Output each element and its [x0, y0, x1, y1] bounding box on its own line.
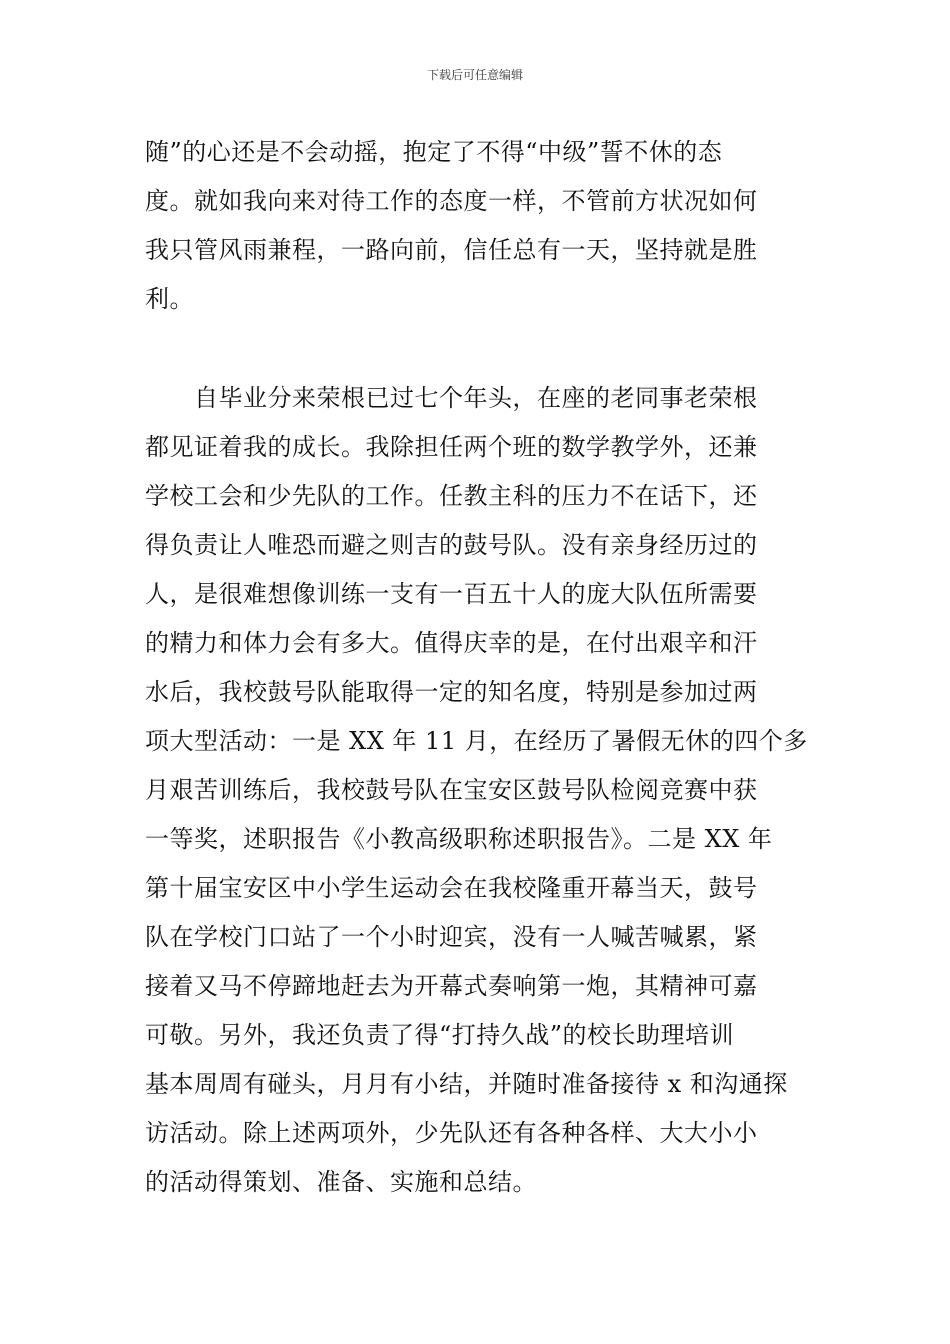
text-line: 项大型活动：一是 XX 年 11 月，在经历了暑假无休的四个多 [145, 727, 808, 755]
text-line: 人，是很难想像训练一支有一百五十人的庞大队伍所需要 [145, 580, 758, 608]
text-line: 访活动。除上述两项外，少先队还有各种各样、大大小小 [145, 1119, 758, 1147]
text-line: 可敬。另外，我还负责了得“打持久战”的校长助理培训 [145, 1021, 735, 1049]
page-header: 下载后可任意编辑 [426, 68, 523, 82]
paragraph-2 [145, 374, 809, 1207]
text-line: 月艰苦训练后，我校鼓号队在宝安区鼓号队检阅竞赛中获 [145, 776, 758, 804]
text-line: 基本周周有碰头，月月有小结，并随时准备接待 x 和沟通探 [145, 1070, 788, 1098]
text-line: 都见证着我的成长。我除担任两个班的数学教学外，还兼 [145, 433, 758, 461]
text-line: 的活动得策划、准备、实施和总结。 [145, 1168, 537, 1196]
text-line: 学校工会和少先队的工作。任教主科的压力不在话下，还 [145, 482, 758, 510]
text-line: 利。 [145, 285, 194, 313]
text-line: 度。就如我向来对待工作的态度一样，不管前方状况如何 [145, 187, 758, 215]
text-line: 水后，我校鼓号队能取得一定的知名度，特别是参加过两 [145, 678, 758, 706]
text-line: 第十届宝安区中小学生运动会在我校隆重开幕当天，鼓号 [145, 874, 758, 902]
text-line: 队在学校门口站了一个小时迎宾，没有一人喊苦喊累，紧 [145, 923, 758, 951]
text-line: 接着又马不停蹄地赶去为开幕式奏响第一炮，其精神可嘉 [145, 972, 758, 1000]
text-line: 的精力和体力会有多大。值得庆幸的是，在付出艰辛和汗 [145, 629, 758, 657]
text-line: 一等奖，述职报告《小教高级职称述职报告》。二是 XX 年 [145, 825, 773, 853]
text-line: 随”的心还是不会动摇，抱定了不得“中级”誓不休的态 [145, 138, 723, 166]
text-line: 我只管风雨兼程，一路向前，信任总有一天，坚持就是胜 [145, 236, 758, 264]
text-line: 得负责让人唯恐而避之则吉的鼓号队。没有亲身经历过的 [145, 531, 758, 559]
text-line: 自毕业分来荣根已过七个年头，在座的老同事老荣根 [145, 384, 758, 412]
paragraph-1 [145, 128, 809, 324]
